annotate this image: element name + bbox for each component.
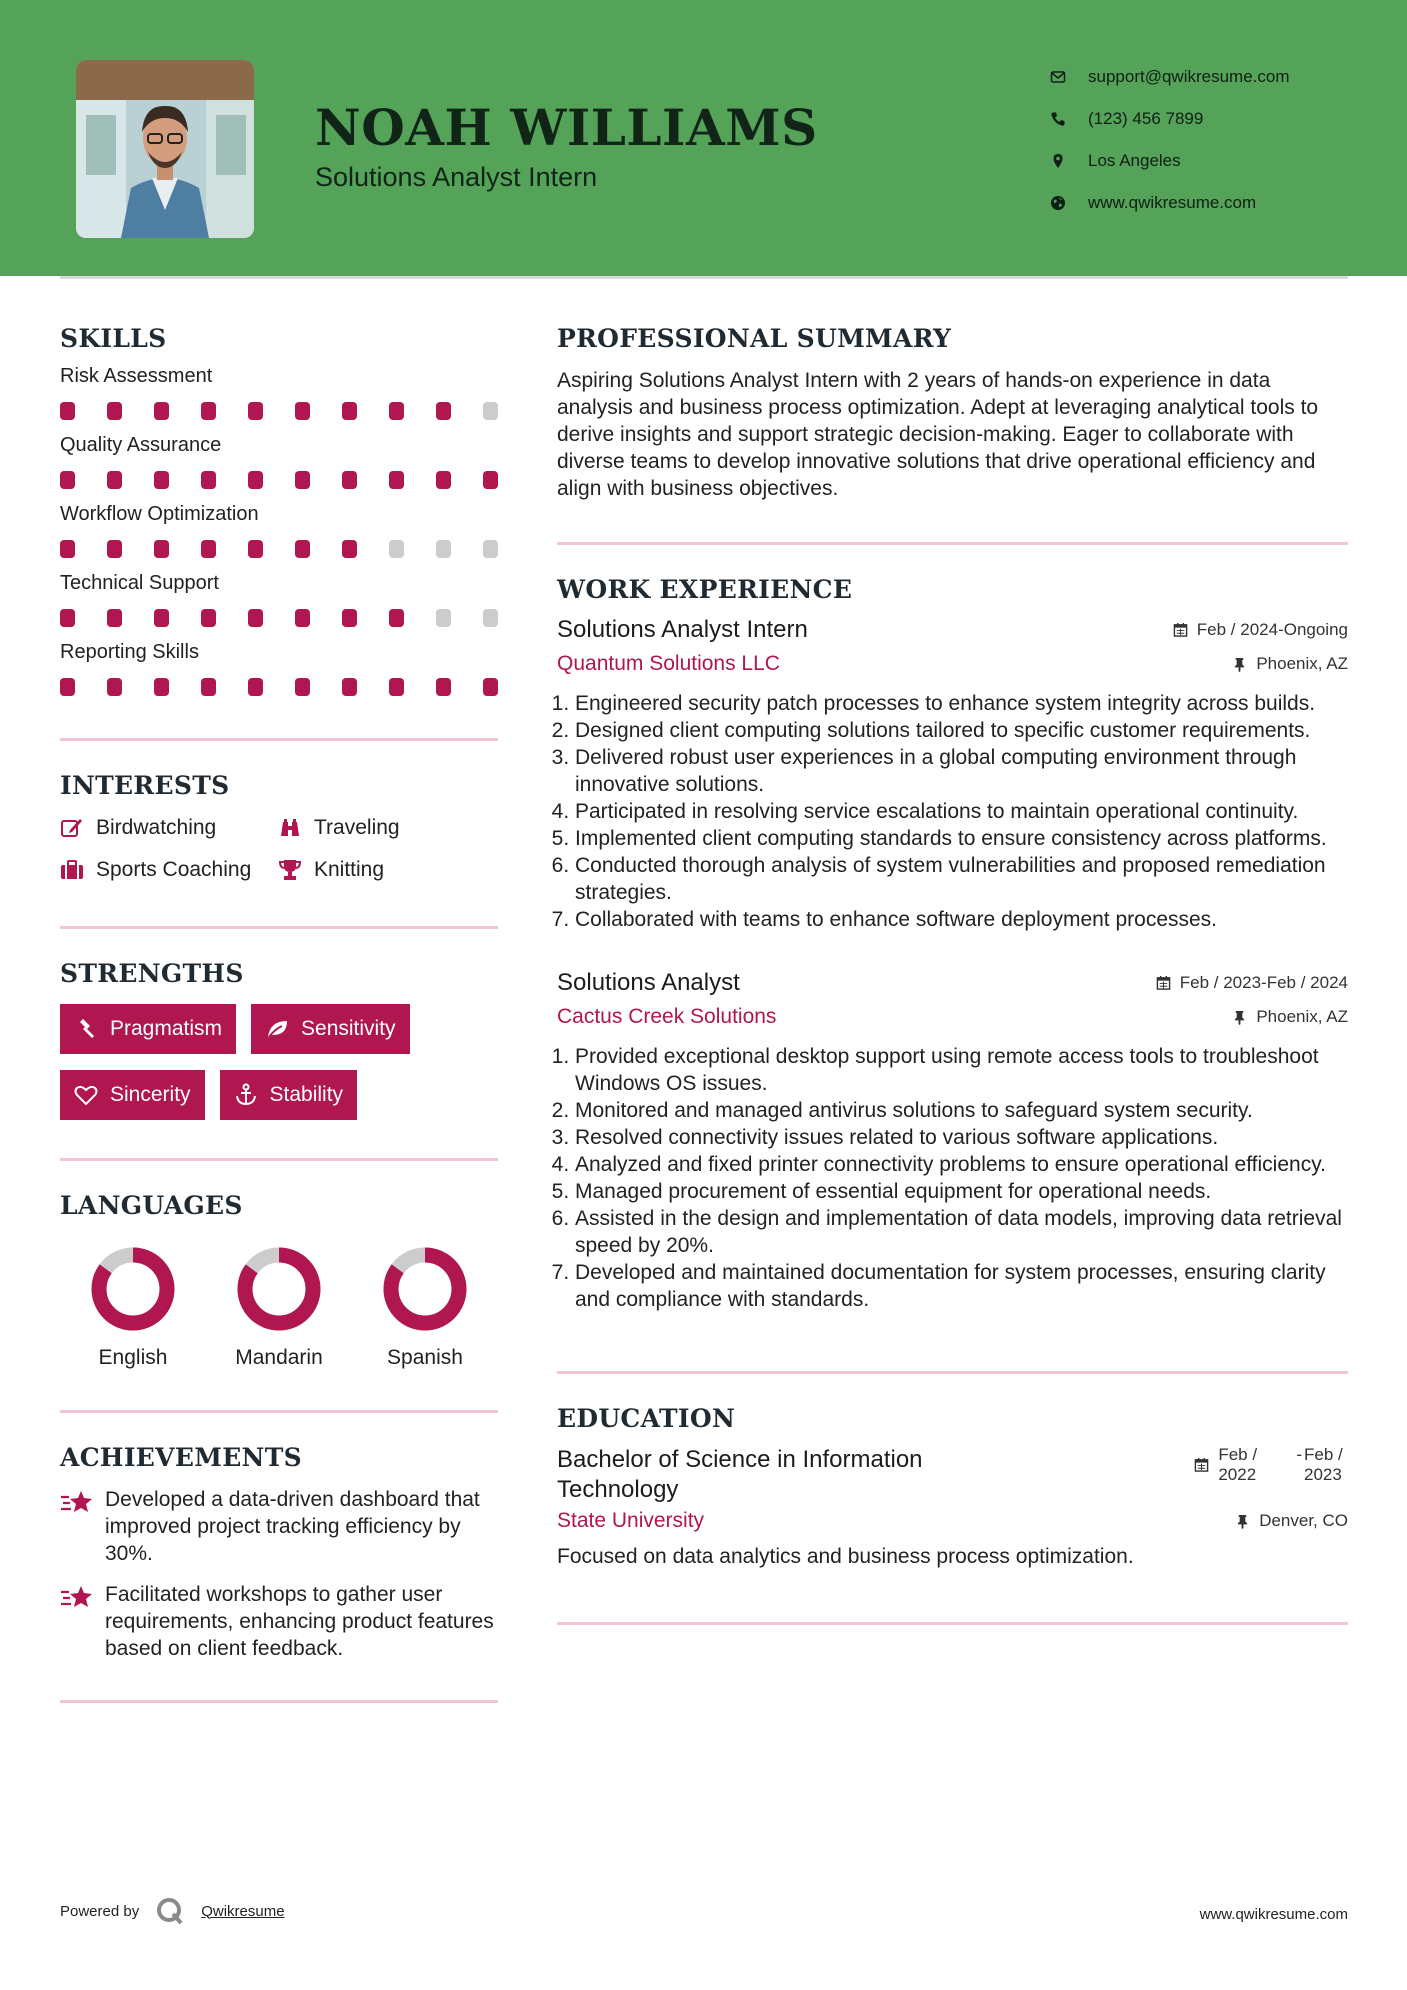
envelope-icon [1050, 69, 1066, 85]
job-bullet: 3. Delivered robust user experiences in a global computing environment through innovative solutions. [575, 744, 1348, 798]
education-date-start: Feb / 2022 [1218, 1445, 1258, 1484]
briefcase-icon [60, 858, 84, 882]
rating-dot-filled [342, 609, 357, 627]
rating-dot-filled [389, 609, 404, 627]
section-divider [557, 1371, 1348, 1374]
languages-list [60, 1246, 498, 1370]
job-bullet: 6. Assisted in the design and implementation of data models, improving data retrieval speed by 20%. [575, 1205, 1348, 1259]
rating-dot-filled [436, 678, 451, 696]
rating-dot-filled [154, 471, 169, 489]
rating-dot-filled [342, 471, 357, 489]
anchor-icon [234, 1083, 258, 1107]
job-location [1232, 1007, 1348, 1027]
job-bullets [557, 1043, 1348, 1313]
language-label: English [98, 1346, 168, 1369]
rating-dot-filled [483, 678, 498, 696]
qwikresume-logo-icon [155, 1896, 185, 1926]
rating-dot-filled [60, 540, 75, 558]
interests-section [60, 771, 498, 929]
achievement-text: Facilitated workshops to gather user requirements, enhancing product features based on client feedback. [105, 1583, 494, 1660]
strength-badge [60, 1004, 236, 1054]
strength-badge [220, 1070, 358, 1120]
skill-label: Technical Support [60, 572, 219, 594]
rating-dot-filled [107, 540, 122, 558]
binoculars-icon [278, 816, 302, 840]
profile-photo-illustration [76, 60, 254, 238]
contact-list [1050, 56, 1290, 224]
pushpin-icon [1232, 657, 1247, 672]
candidate-name: NOAH WILLIAMS [315, 98, 818, 157]
education-date-end: Feb / 2023 [1304, 1445, 1343, 1484]
language-item [60, 1246, 206, 1370]
rating-dot-filled [342, 678, 357, 696]
job-bullet: 2. Monitored and managed antivirus solutions to safeguard system security. [575, 1097, 1348, 1124]
job-bullet: 4. Participated in resolving service escalations to maintain operational continuity. [575, 798, 1348, 825]
rating-dot-filled [201, 471, 216, 489]
experience-title: WORK EXPERIENCE [557, 575, 853, 604]
languages-title: LANGUAGES [60, 1191, 243, 1220]
job-bullet: 7. Collaborated with teams to enhance software deployment processes. [575, 906, 1348, 933]
strength-label: Stability [269, 1083, 344, 1106]
globe-icon [1050, 195, 1066, 211]
skill-label: Quality Assurance [60, 434, 222, 456]
skill-item [60, 641, 498, 696]
rating-dot-filled [154, 678, 169, 696]
skill-item [60, 365, 498, 420]
shooting-star-icon [60, 1488, 94, 1516]
rating-dot-filled [389, 471, 404, 489]
job-location [1232, 654, 1348, 674]
interests-title: INTERESTS [60, 771, 230, 800]
job-subheader [557, 1005, 1348, 1029]
skill-item [60, 434, 498, 489]
rating-dot-empty [483, 609, 498, 627]
rating-dot-filled [295, 402, 310, 420]
summary-text: Aspiring Solutions Analyst Intern with 2 years of hands-on experience in data analysis and business process optimization. Adept at leveraging analytical tools to derive insights and support strategic decision-making. Eager to collaborate with diverse teams to develop innovative solutions that drive operational efficiency and align with business objectives. [557, 369, 1319, 500]
phone-icon [1050, 111, 1066, 127]
school-name: State University [557, 1509, 705, 1532]
job-bullet: 5. Managed procurement of essential equipment for operational needs. [575, 1178, 1348, 1205]
contact-website[interactable] [1050, 182, 1290, 224]
rating-dot-filled [295, 609, 310, 627]
rating-dot-filled [107, 609, 122, 627]
company-name: Quantum Solutions LLC [557, 652, 780, 675]
rating-dot-filled [201, 678, 216, 696]
contact-email[interactable] [1050, 56, 1290, 98]
section-divider [557, 1622, 1348, 1625]
map-pin-icon [1050, 153, 1066, 169]
footer-powered-by [60, 1896, 285, 1926]
rating-dot-filled [107, 471, 122, 489]
rating-dot-empty [436, 609, 451, 627]
job-location-text: Phoenix, AZ [1256, 1007, 1348, 1026]
resume-header [0, 0, 1407, 276]
rating-dot-filled [436, 471, 451, 489]
job-date-text: Feb / 2024-Ongoing [1196, 619, 1348, 639]
rating-dot-filled [201, 609, 216, 627]
skill-rating [60, 609, 498, 627]
footer-website[interactable]: www.qwikresume.com [1199, 1906, 1348, 1923]
rating-dot-filled [295, 540, 310, 558]
job-bullet: 6. Conducted thorough analysis of system vulnerabilities and proposed remediation strategies. [575, 852, 1348, 906]
job-date-text: Feb / 2023-Feb / 2024 [1179, 972, 1348, 992]
pushpin-icon [1235, 1514, 1250, 1529]
strength-label: Pragmatism [110, 1017, 223, 1040]
section-divider [60, 926, 498, 929]
language-item [206, 1246, 352, 1370]
achievement-item [60, 1581, 498, 1662]
rating-dot-filled [60, 402, 75, 420]
rating-dot-filled [154, 540, 169, 558]
rating-dot-filled [60, 609, 75, 627]
summary-title: PROFESSIONAL SUMMARY [557, 324, 952, 353]
language-item [352, 1246, 498, 1370]
left-column [60, 300, 498, 1703]
section-divider [60, 1410, 498, 1413]
contact-location [1050, 140, 1290, 182]
rating-dot-filled [201, 540, 216, 558]
strength-badge [60, 1070, 205, 1120]
job-bullet: 7. Developed and maintained documentation for system processes, ensuring clarity and compliance with standards. [575, 1259, 1348, 1313]
job-bullet: 1. Engineered security patch processes to enhance system integrity across builds. [575, 690, 1348, 717]
degree-title: Bachelor of Science in Information Technology [557, 1446, 923, 1503]
company-name: Cactus Creek Solutions [557, 1005, 777, 1028]
rating-dot-filled [248, 609, 263, 627]
skills-list [60, 365, 498, 696]
job-title: Solutions Analyst Intern [557, 616, 808, 643]
education-section [557, 1404, 1348, 1625]
achievement-text: Developed a data-driven dashboard that improved project tracking efficiency by 30%. [105, 1488, 480, 1565]
skill-rating [60, 402, 498, 420]
rating-dot-filled [436, 402, 451, 420]
language-label: Spanish [387, 1346, 463, 1369]
education-location-text: Denver, CO [1259, 1511, 1348, 1530]
calendar-icon [1156, 975, 1171, 990]
achievements-title: ACHIEVEMENTS [60, 1443, 302, 1472]
skill-rating [60, 540, 498, 558]
section-divider [60, 1158, 498, 1161]
job-entry [557, 969, 1348, 1313]
rating-dot-filled [389, 678, 404, 696]
rating-dot-filled [60, 678, 75, 696]
interests-list [60, 816, 498, 882]
strength-label: Sincerity [110, 1083, 191, 1106]
interest-item [60, 816, 278, 840]
job-bullets [557, 690, 1348, 933]
calendar-icon [1194, 1457, 1209, 1472]
rating-dot-empty [483, 402, 498, 420]
job-header [557, 616, 1348, 644]
rating-dot-empty [436, 540, 451, 558]
language-ring [382, 1246, 468, 1332]
education-header [557, 1445, 1348, 1505]
header-divider [60, 276, 1348, 279]
rating-dot-filled [248, 540, 263, 558]
skill-item [60, 503, 498, 558]
strength-badge [251, 1004, 410, 1054]
interest-item [278, 816, 498, 840]
powered-by-text: Powered by [60, 1902, 140, 1920]
skill-label: Workflow Optimization [60, 503, 259, 525]
job-date [1156, 973, 1348, 993]
skill-label: Reporting Skills [60, 641, 199, 663]
rating-dot-filled [483, 471, 498, 489]
rating-dot-filled [342, 540, 357, 558]
job-bullet: 1. Provided exceptional desktop support using remote access tools to troubleshoot Windows OS issues. [575, 1043, 1348, 1097]
rating-dot-filled [107, 678, 122, 696]
education-date-separator: - [1296, 1445, 1302, 1464]
interest-label: Knitting [314, 858, 385, 881]
rating-dot-filled [154, 402, 169, 420]
language-ring [236, 1246, 322, 1332]
job-entry [557, 616, 1348, 933]
rating-dot-filled [342, 402, 357, 420]
rating-dot-filled [295, 471, 310, 489]
strength-label: Sensitivity [301, 1017, 396, 1040]
experience-section [557, 575, 1348, 1374]
achievement-item [60, 1486, 498, 1567]
gavel-icon [74, 1017, 98, 1041]
languages-section [60, 1191, 498, 1413]
skill-item [60, 572, 498, 627]
job-header [557, 969, 1348, 997]
calendar-icon [1173, 622, 1188, 637]
strengths-row [60, 1070, 498, 1120]
contact-phone[interactable] [1050, 98, 1290, 140]
job-location-text: Phoenix, AZ [1256, 654, 1348, 673]
rating-dot-empty [483, 540, 498, 558]
contact-website-text: www.qwikresume.com [1088, 193, 1257, 212]
profile-photo [76, 60, 254, 238]
education-location [1235, 1511, 1348, 1531]
edit-icon [60, 816, 84, 840]
leaf-icon [265, 1017, 289, 1041]
job-subheader [557, 652, 1348, 676]
job-bullet: 4. Analyzed and fixed printer connectivity problems to ensure operational efficiency. [575, 1151, 1348, 1178]
rating-dot-filled [389, 402, 404, 420]
rating-dot-filled [107, 402, 122, 420]
rating-dot-filled [295, 678, 310, 696]
candidate-title: Solutions Analyst Intern [315, 162, 598, 192]
right-column [557, 300, 1348, 1625]
skills-title: SKILLS [60, 324, 167, 353]
contact-phone-text: (123) 456 7899 [1088, 109, 1204, 128]
education-description: Focused on data analytics and business process optimization. [557, 1545, 1134, 1568]
interest-label: Traveling [314, 816, 400, 839]
interest-item [278, 858, 498, 882]
rating-dot-filled [201, 402, 216, 420]
rating-dot-filled [248, 402, 263, 420]
brand-link[interactable]: Qwikresume [201, 1902, 285, 1920]
job-bullet: 3. Resolved connectivity issues related to various software applications. [575, 1124, 1348, 1151]
job-bullet: 2. Designed client computing solutions tailored to specific customer requirements. [575, 717, 1348, 744]
education-subheader [557, 1509, 1348, 1533]
rating-dot-filled [248, 678, 263, 696]
language-ring [90, 1246, 176, 1332]
section-divider [60, 738, 498, 741]
heart-icon [74, 1083, 98, 1107]
section-divider [557, 542, 1348, 545]
rating-dot-empty [389, 540, 404, 558]
strengths-title: STRENGTHS [60, 959, 244, 988]
job-date [1173, 620, 1348, 640]
rating-dot-filled [154, 609, 169, 627]
language-label: Mandarin [235, 1346, 323, 1369]
pushpin-icon [1232, 1010, 1247, 1025]
strengths-section [60, 959, 498, 1161]
skill-rating [60, 678, 498, 696]
contact-location-text: Los Angeles [1088, 151, 1181, 170]
education-title: EDUCATION [557, 1404, 736, 1433]
interest-label: Sports Coaching [96, 858, 252, 881]
achievements-section [60, 1443, 498, 1703]
interest-label: Birdwatching [96, 816, 217, 839]
rating-dot-filled [248, 471, 263, 489]
trophy-icon [278, 858, 302, 882]
education-date [1194, 1445, 1348, 1485]
interest-item [60, 858, 278, 882]
skill-rating [60, 471, 498, 489]
summary-section [557, 324, 1348, 545]
section-divider [60, 1700, 498, 1703]
rating-dot-filled [60, 471, 75, 489]
strengths-row [60, 1004, 498, 1054]
job-title: Solutions Analyst [557, 969, 740, 996]
skills-section [60, 324, 498, 741]
job-bullet: 5. Implemented client computing standards to ensure consistency across platforms. [575, 825, 1348, 852]
skill-label: Risk Assessment [60, 365, 213, 387]
contact-email-text: support@qwikresume.com [1088, 67, 1290, 86]
shooting-star-icon [60, 1583, 94, 1611]
